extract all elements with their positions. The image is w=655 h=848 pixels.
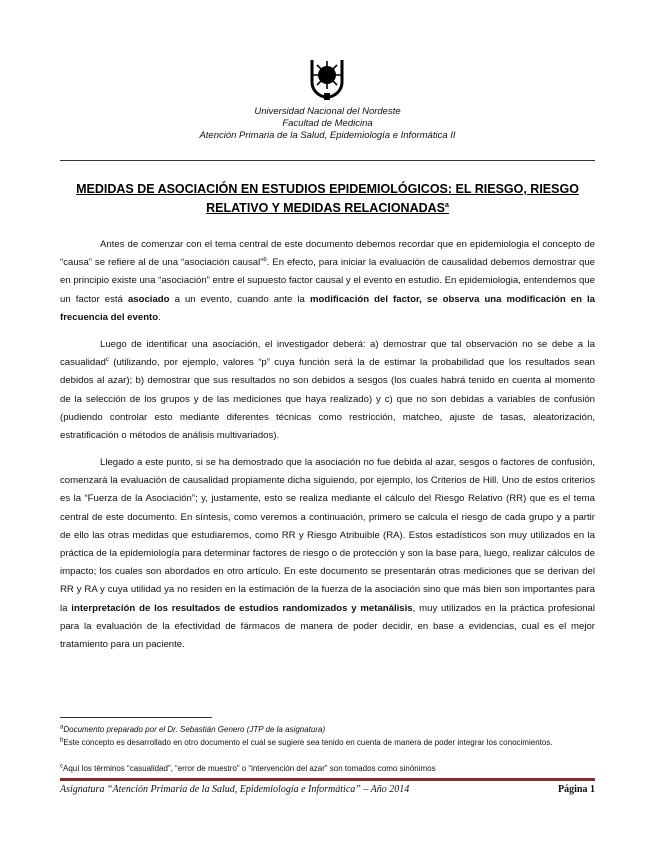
- footnote-c-mark: c: [60, 763, 63, 770]
- institution-header: [0, 106, 655, 142]
- footer-divider: [60, 778, 595, 781]
- footnote-ref-b: b: [263, 257, 267, 264]
- page-footer: [60, 784, 595, 798]
- university-seal-icon: [310, 58, 344, 104]
- p1-text-4: .: [158, 311, 161, 323]
- document-title: [70, 180, 585, 218]
- p1-bold-1: asociado: [127, 293, 170, 305]
- footnote-divider: [60, 717, 212, 718]
- footnote-c: [60, 763, 595, 774]
- paragraph-1: [60, 236, 595, 327]
- footnote-ref-c: c: [105, 357, 109, 364]
- footnote-b-mark: b: [60, 737, 64, 744]
- faculty-name: Facultad de Medicina: [282, 118, 373, 129]
- p1-text-1: Antes de comenzar con el tema central de este documento debemos recordar que en epidemiologia el concepto de “causa” se refiere al de una “asociación causal”: [60, 239, 595, 269]
- footer-course: Asignatura “Atención Primaria de la Salud, Epidemiología e Informática” – Año 2014: [60, 784, 410, 795]
- p2-text-1: Luego de identificar una asociación, el investigador deberá: a) demostrar que tal observación no se debe a la casualidad: [60, 339, 595, 369]
- footnote-b-text: Este concepto es desarrollado en otro documento el cual se sugiere sea tenido en cuenta de manera de poder integrar los conocimientos.: [63, 738, 553, 747]
- p2-text-2: (utilizando, por ejemplo, valores “p” cuya función será la de estimar la probabilidad que los resultados sean debidos al azar); b) demostrar que sus resultados no son debidos a sesgos (los cuales habrá tenido en cuenta al momento de la selección de los grupos y de las mediciones que haya realizado) y c) que no son debidas a variables de confusión (pudiendo controlar esto mediante diferentes técnicas como restricción, matcheo, ajuste de tasas, aleatorización, estratificación o métodos de análisis multivariados).: [60, 357, 595, 442]
- course-name: Atención Primaria de la Salud, Epidemiología e Informática II: [199, 130, 456, 141]
- title-line-2: RELATIVO Y MEDIDAS RELACIONADAS: [206, 201, 445, 215]
- footnote-c-text: Aquí los términos “casualidad”, “error de muestro” o “intervención del azar” son tomados como sinónimos: [63, 764, 436, 773]
- p3-text-2: , muy utilizados en la práctica profesional para la evaluación de la efectividad de fármacos de manera de poder decidir, en base a evidencias, cual es el mejor tratamiento para un paciente.: [60, 602, 595, 651]
- header-divider: [60, 160, 595, 161]
- p3-text-1: Llegado a este punto, si se ha demostrado que la asociación no fue debida al azar, sesgos o factores de confusión, comenzará la evaluación de causalidad propiamente dicha siguiendo, por ejemplo, los Criterios de Hill. Uno de estos criterios es la “Fuerza de la Asociación”; y, justamente, esto se realiza mediante el cálculo del Riesgo Relativo (RR) que es el tema central de este documento. En síntesis, como veremos a continuación, primero se calcula el riesgo de cada grupo y a partir de ello las otras medidas que estudiaremos, como RR y Riesgo Atribuible (RA). Estos estadísticos son muy utilizados en la práctica de la epidemiología para determinar factores de riesgo o de protección y son la base para, luego, realizar cálculos de impacto; los cuales son abordados en otro artículo. En este documento se presentarán otras mediciones que se derivan del RR y RA y cuya utilidad ya no residen en la estimación de la fuerza de la asociación sino que más bien son importantes para la: [60, 457, 595, 614]
- p1-text-3: a un evento, cuando ante la: [169, 293, 310, 305]
- paragraph-3: [60, 454, 595, 654]
- paragraph-2: [60, 336, 595, 445]
- p3-bold-1: interpretación de los resultados de estudios randomizados y metanálisis: [71, 602, 413, 614]
- footnote-a-text: Documento preparado por el Dr. Sebastián Genero (JTP de la asignatura): [63, 725, 326, 734]
- title-footnote-mark: a: [445, 201, 449, 209]
- university-name: Universidad Nacional del Nordeste: [254, 106, 401, 117]
- page-number: Página 1: [558, 784, 595, 795]
- p1-bold-2: modificación del factor, se observa una modificación en la frecuencia del evento: [60, 293, 595, 323]
- footnote-b: [60, 737, 595, 748]
- footnote-a-mark: a: [60, 724, 64, 731]
- p1-text-2: . En efecto, para iniciar la evaluación de causalidad debemos demostrar que en principio existe una “asociación” entre el supuesto factor causal y el evento en estudio. En epidemiologia, entendemos que un factor está: [60, 257, 595, 305]
- footnote-a: [60, 724, 595, 735]
- title-line-1: MEDIDAS DE ASOCIACIÓN EN ESTUDIOS EPIDEMIOLÓGICOS: EL RIESGO, RIESGO: [76, 182, 579, 196]
